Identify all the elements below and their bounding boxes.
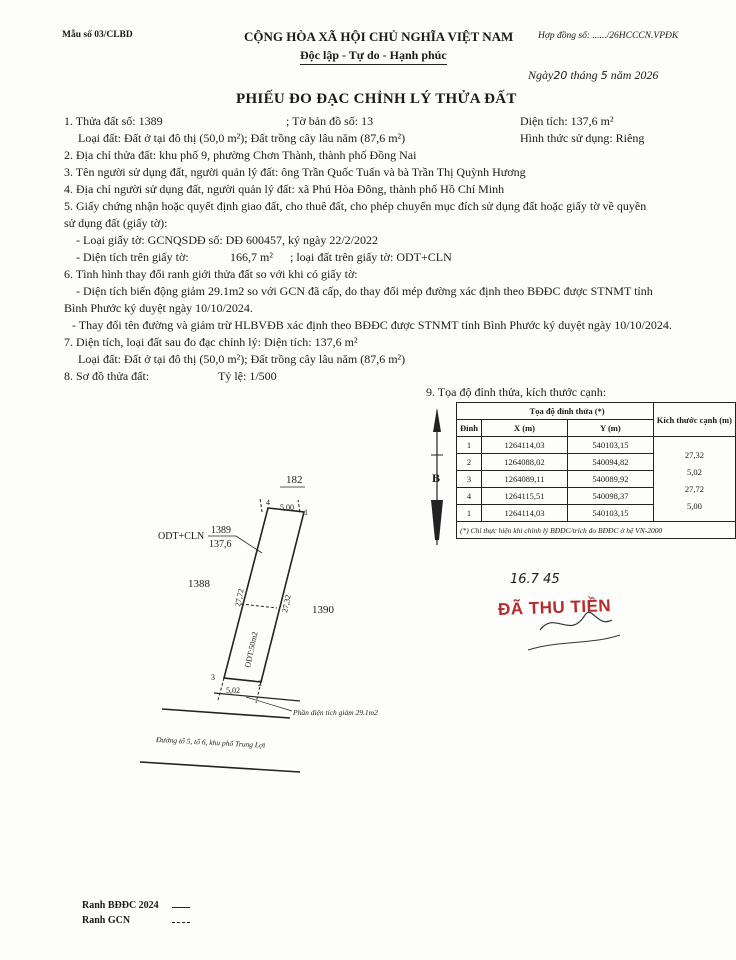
item1-usage: Hình thức sử dụng: Riêng: [520, 131, 645, 145]
x-cell: 1264115,51: [481, 488, 567, 505]
y-cell: 540103,15: [568, 437, 654, 454]
parcel-number-label: 1389: [211, 525, 231, 536]
x-cell: 1264114,03: [481, 505, 567, 522]
road-name-label: Đường tổ 5, tổ 6, khu phố Trung Lợi: [155, 735, 266, 750]
legend-gcn-label: Ranh GCN: [82, 915, 131, 926]
date-month-label: tháng: [570, 68, 598, 82]
x-cell: 1264089,11: [481, 471, 567, 488]
item3-owner: 3. Tên người sử dụng đất, người quản lý đất: ông Trần Quốc Tuấn và bà Trần Thị Quỳnh Hương: [64, 165, 526, 179]
item6-change-1: - Diện tích biến động giảm 29.1m2 so với GCN đã cấp, do thay đổi mép đường xác định theo BĐĐC được STNMT tỉnh: [76, 284, 653, 298]
edge-4-1: 5,00: [686, 501, 702, 511]
date-day: 20: [553, 69, 568, 82]
coord-header: Tọa độ đỉnh thửa (*): [481, 403, 653, 420]
odt-boundary: [241, 604, 277, 608]
item7-area: 7. Diện tích, loại đất sau đo đạc chỉnh lý: Diện tích: 137,6 m²: [64, 335, 358, 349]
item5-title-cont: sử dụng đất (giấy tờ):: [64, 216, 168, 230]
item5-doc-area-label: - Diện tích trên giấy tờ:: [76, 250, 189, 264]
vertex-cell: 1: [457, 437, 482, 454]
legend-gcn-line: [172, 922, 190, 923]
signature-underline-icon: [528, 635, 620, 650]
vertex-3-label: 3: [211, 673, 215, 682]
vertex-cell: 4: [457, 488, 482, 505]
vertex-cell: 3: [457, 471, 482, 488]
edge-2-3: 5,02: [686, 467, 702, 477]
vertex-cell: 1: [457, 505, 482, 522]
vertex-2-label: 2: [258, 679, 262, 688]
y-cell: 540098,37: [568, 488, 654, 505]
reduced-area-note: Phần diện tích giảm 29.1m2: [293, 708, 378, 717]
north-label: B: [432, 471, 441, 485]
odt-area-label: ODT:50m2: [243, 630, 260, 669]
parcel-type-label: ODT+CLN: [158, 531, 205, 542]
x-cell: 1264114,03: [481, 437, 567, 454]
x-cell: 1264088,02: [481, 454, 567, 471]
y-header: Y (m): [568, 420, 654, 437]
parcel-area-label: 137,6: [209, 539, 232, 550]
item5-doc-area-value: 166,7 m²: [230, 250, 273, 264]
parcel-182-label: 182: [286, 474, 303, 486]
form-number: Mẫu số 03/CLBD: [62, 30, 133, 40]
contract-number: Hợp đồng số: ....../26HCCCN.VPĐK: [538, 31, 679, 41]
y-cell: 540089,92: [568, 471, 654, 488]
legend-bddc-label: Ranh BĐĐC 2024: [82, 900, 159, 911]
item6-change-1-cont: Bình Phước ký duyệt ngày 10/10/2024.: [64, 301, 253, 315]
legend-bddc-line: [172, 907, 190, 908]
date-prefix: Ngày: [528, 68, 554, 82]
edge-header: Kích thước cạnh (m): [653, 403, 735, 437]
y-cell: 540103,15: [568, 505, 654, 522]
road-edge-far: [140, 762, 300, 772]
item5-doc-landtype: ; loại đất trên giấy tờ: ODT+CLN: [290, 250, 452, 264]
handwritten-note: 16.7 45: [510, 572, 560, 587]
y-cell: 540094,82: [568, 454, 654, 471]
item7-landtype: Loại đất: Đất ở tại đô thị (50,0 m²); Đất trồng cây lâu năm (87,6 m²): [78, 352, 406, 366]
date-year: năm 2026: [610, 68, 659, 82]
date-month: 5: [600, 69, 608, 82]
item8-diagram-title: 8. Sơ đồ thửa đất:: [64, 369, 150, 383]
edge-1-2: 27,32: [684, 450, 704, 460]
item8-scale: Tỷ lệ: 1/500: [218, 369, 277, 383]
parcel-1390-label: 1390: [312, 604, 334, 616]
item1-parcel: 1. Thửa đất số: 1389: [64, 114, 163, 128]
document-title: PHIẾU ĐO ĐẠC CHỈNH LÝ THỬA ĐẤT: [236, 91, 517, 107]
item6-change-2: - Thay đổi tên đường và giảm trừ HLBVĐB xác định theo BĐĐC được STNMT tỉnh Bình Phước ký duyệt ngày 10/10/2024.: [72, 318, 672, 332]
item6-title: 6. Tình hình thay đổi ranh giới thửa đất so với khi có giấy tờ:: [64, 267, 358, 281]
edge-3-4: 27,72: [684, 484, 704, 494]
edge-top-label: 5,00: [280, 503, 294, 512]
item5-title: 5. Giấy chứng nhận hoặc quyết định giao đất, cho thuê đất, cho phép chuyển mục đích sử dụng đất hoặc giấy tờ về quyền: [64, 199, 647, 213]
item2-address: 2. Địa chỉ thửa đất: khu phố 9, phường Chơn Thành, thành phố Đồng Nai: [64, 148, 417, 162]
table-note: (*) Chỉ thực hiện khi chỉnh lý BĐĐC/trích đo BĐĐC ở hệ VN-2000: [457, 522, 736, 539]
edge-bottom-label: 5,02: [226, 686, 240, 695]
item5-doc-type: - Loại giấy tờ: GCNQSDĐ số: DĐ 600457, ký ngày 22/2/2022: [76, 233, 378, 247]
vertex-header: Đỉnh: [457, 420, 482, 437]
parcel-1388-label: 1388: [188, 578, 210, 590]
paid-stamp: ĐÃ THU TIỀN: [497, 596, 612, 619]
vertex-1-label: 1: [304, 508, 308, 517]
item1-sheet: ; Tờ bản đồ số: 13: [286, 114, 374, 128]
country-name: CỘNG HÒA XÃ HỘI CHỦ NGHĨA VIỆT NAM: [244, 29, 514, 44]
legend-row-gcn: [82, 915, 130, 926]
item4-owner-address: 4. Địa chỉ người sử dụng đất, người quản lý đất: xã Phú Hòa Đông, thành phố Hồ Chí Minh: [64, 182, 505, 196]
legend-row-bddc: [82, 900, 159, 911]
road-edge-gcn: [162, 709, 290, 718]
edge-right-label: 27,32: [280, 593, 293, 614]
edge-left-label: 27,72: [233, 587, 246, 608]
vertex-cell: 2: [457, 454, 482, 471]
item1-landtype: Loại đất: Đất ở tại đô thị (50,0 m²); Đất trồng cây lâu năm (87,6 m²): [78, 131, 406, 145]
vertex-4-label: 4: [266, 498, 270, 507]
x-header: X (m): [481, 420, 567, 437]
national-motto: Độc lập - Tự do - Hạnh phúc: [300, 48, 447, 65]
item9-title: 9. Tọa độ đỉnh thửa, kích thước cạnh:: [426, 385, 607, 399]
item1-area: Diện tích: 137,6 m²: [520, 114, 614, 128]
